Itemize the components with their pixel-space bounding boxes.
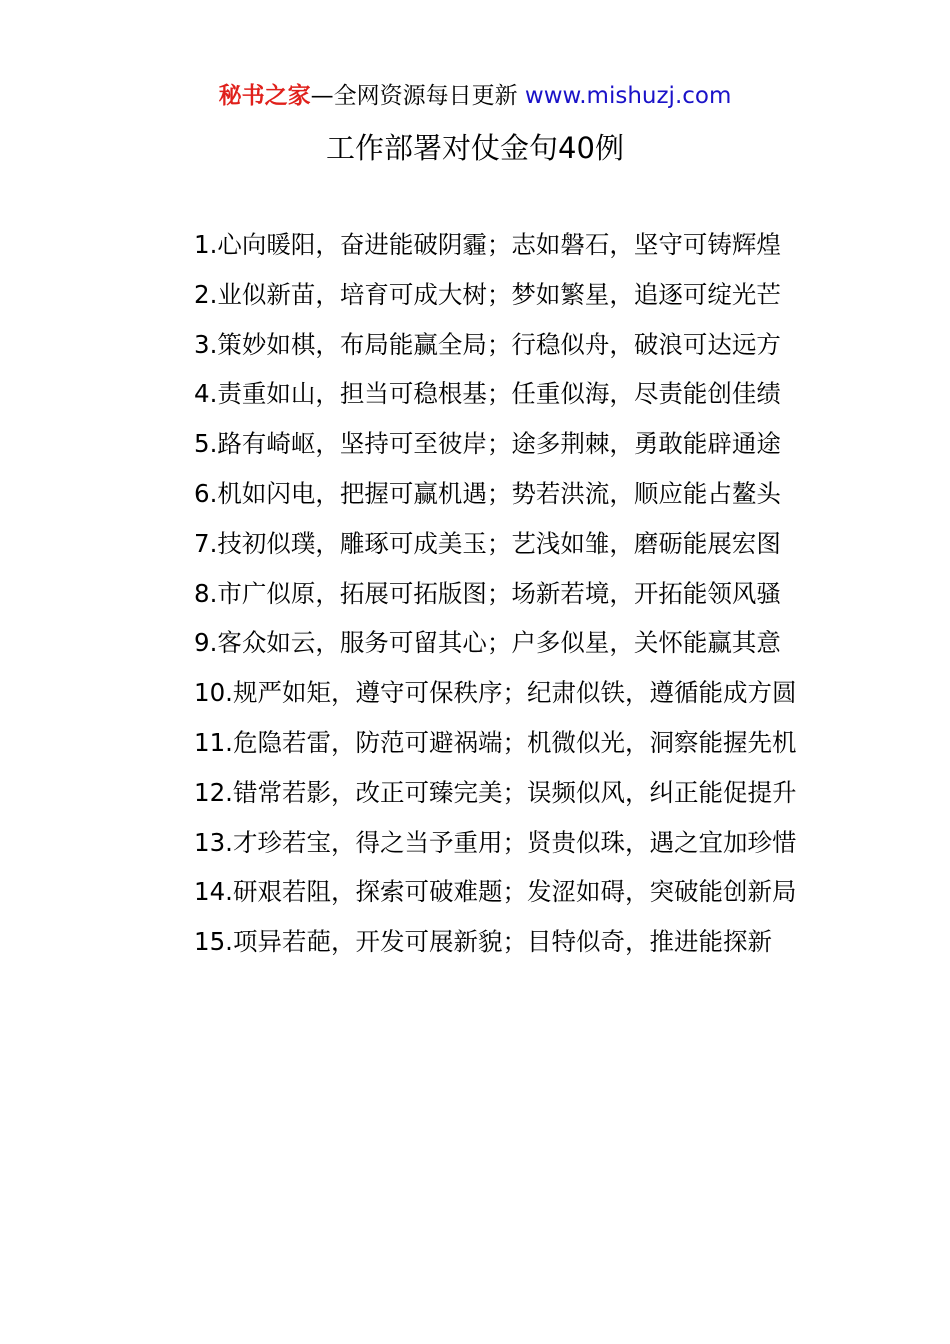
list-item: 1.心向暖阳，奋进能破阴霾；志如磐石，坚守可铸辉煌 bbox=[194, 230, 781, 259]
list-item: 2.业似新苗，培育可成大树；梦如繁星，追逐可绽光芒 bbox=[194, 279, 781, 309]
site-link[interactable]: www.mishuzj.com bbox=[524, 83, 732, 109]
brand-name: 秘书之家 bbox=[218, 83, 311, 109]
list-item: 9.客众如云，服务可留其心；户多似星，关怀能赢其意 bbox=[194, 628, 781, 658]
list-item: 12.错常若影，改正可臻完美；误频似风，纠正能促提升 bbox=[194, 777, 797, 807]
list-item: 4.责重如山，担当可稳根基；任重似海，尽责能创佳绩 bbox=[194, 379, 781, 409]
list-item: 13.才珍若宝，得之当予重用；贤贵似珠，遇之宜加珍惜 bbox=[194, 827, 797, 857]
list-item: 10.规严如矩，遵守可保秩序；纪肃似铁，遵循能成方圆 bbox=[194, 678, 797, 708]
list-item: 8.市广似原，拓展可拓版图；场新若境，开拓能领风骚 bbox=[194, 578, 781, 608]
document-title: 工作部署对仗金句40例 bbox=[326, 131, 624, 165]
header-tagline: —全网资源每日更新 bbox=[310, 83, 525, 109]
list-item: 5.路有崎岖，坚持可至彼岸；途多荆棘，勇敢能辟通途 bbox=[194, 429, 781, 459]
site-header bbox=[0, 80, 950, 112]
list-item: 11.危隐若雷，防范可避祸端；机微似光，洞察能握先机 bbox=[194, 727, 797, 757]
document-body bbox=[143, 220, 807, 967]
list-item: 3.策妙如棋，布局能赢全局；行稳似舟，破浪可达远方 bbox=[194, 329, 781, 359]
list-item: 15.项异若葩，开发可展新貌；目特似奇，推进能探新 bbox=[194, 927, 772, 957]
list-item: 7.技初似璞，雕琢可成美玉；艺浅如雏，磨砺能展宏图 bbox=[194, 528, 781, 558]
list-item: 14.研艰若阻，探索可破难题；发涩如碍，突破能创新局 bbox=[194, 877, 797, 907]
list-item: 6.机如闪电，把握可赢机遇；势若洪流，顺应能占鳌头 bbox=[194, 478, 781, 508]
